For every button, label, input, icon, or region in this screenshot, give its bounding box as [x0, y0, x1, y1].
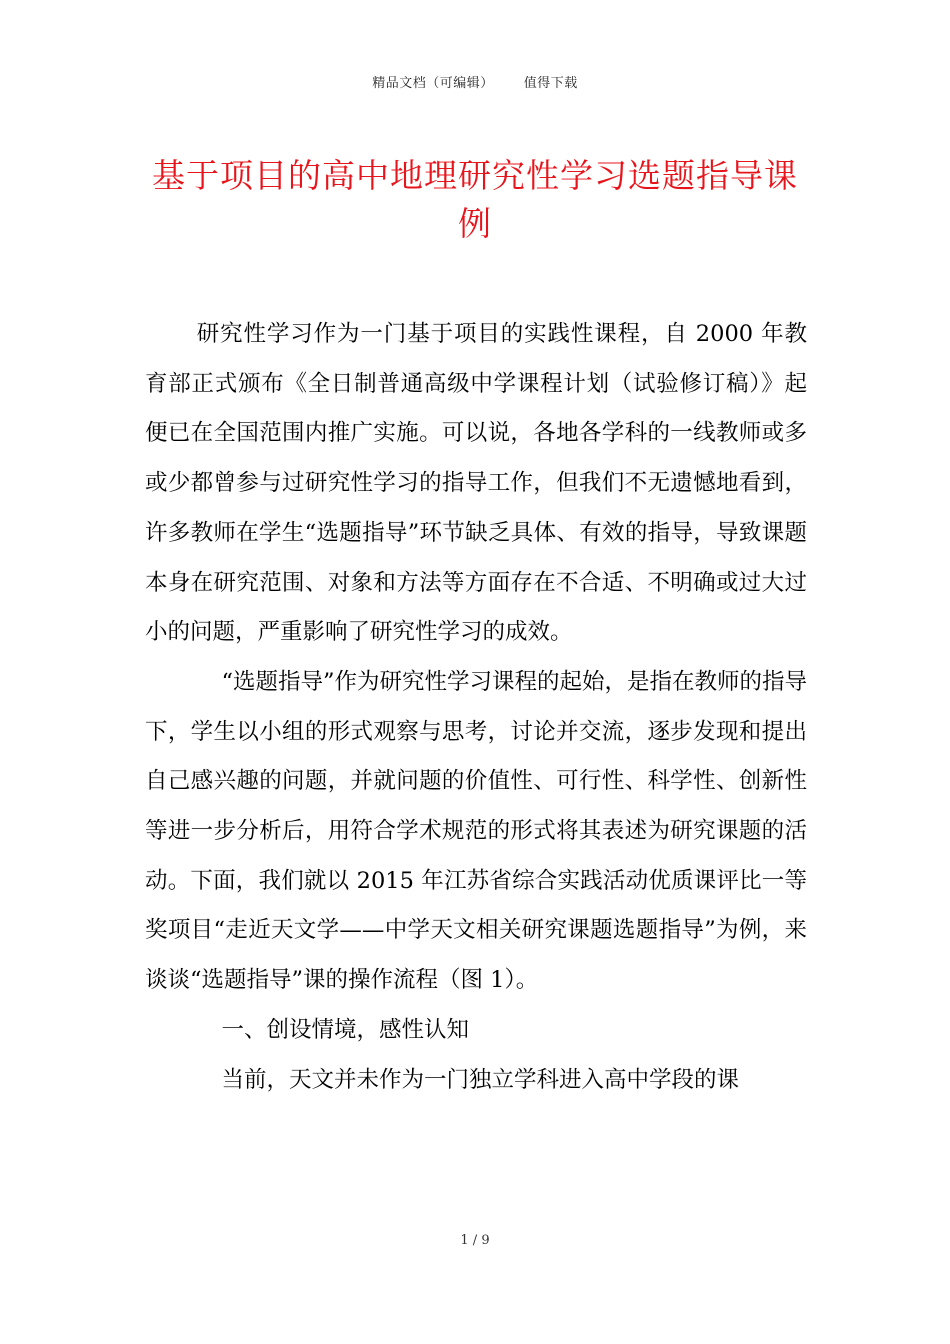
document-body	[145, 310, 807, 1105]
paragraph-topic-guidance: “选题指导”作为研究性学习课程的起始，是指在教师的指导下，学生以小组的形式观察与思考，讨论并交流，逐步发现和提出自己感兴趣的问题，并就问题的价值性、可行性、科学性、创新性等进一步分析后，用符合学术规范的形式将其表述为研究课题的活动。下面，我们就以 2015 年江苏省综合实践活动优质课评比一等奖项目“走近天文学——中学天文相关研究课题选题指导”为例，来谈谈“选题指导”课的操作流程（图 1）。	[145, 668, 808, 994]
section-heading-1: 一、创设情境，感性认知	[221, 1016, 470, 1043]
paragraph-intro: 研究性学习作为一门基于项目的实践性课程，自 2000 年教育部正式颁布《全日制普通高级中学课程计划（试验修订稿）》起便已在全国范围内推广实施。可以说，各地各学科的一线教师或多或少都曾参与过研究性学习的指导工作，但我们不无遗憾地看到，许多教师在学生“选题指导”环节缺乏具体、有效的指导，导致课题本身在研究范围、对象和方法等方面存在不合适、不明确或过大过小的问题，严重影响了研究性学习的成效。	[145, 321, 807, 646]
header-left-text: 精品文档（可编辑）	[372, 76, 494, 91]
header-right-text: 值得下载	[523, 76, 578, 91]
page-header	[0, 72, 950, 91]
document-title: 基于项目的高中地理研究性学习选题指导课例	[152, 156, 798, 243]
paragraph-section-1: 当前，天文并未作为一门独立学科进入高中学段的课	[221, 1066, 740, 1093]
page-number: 1 / 9	[460, 1233, 490, 1248]
